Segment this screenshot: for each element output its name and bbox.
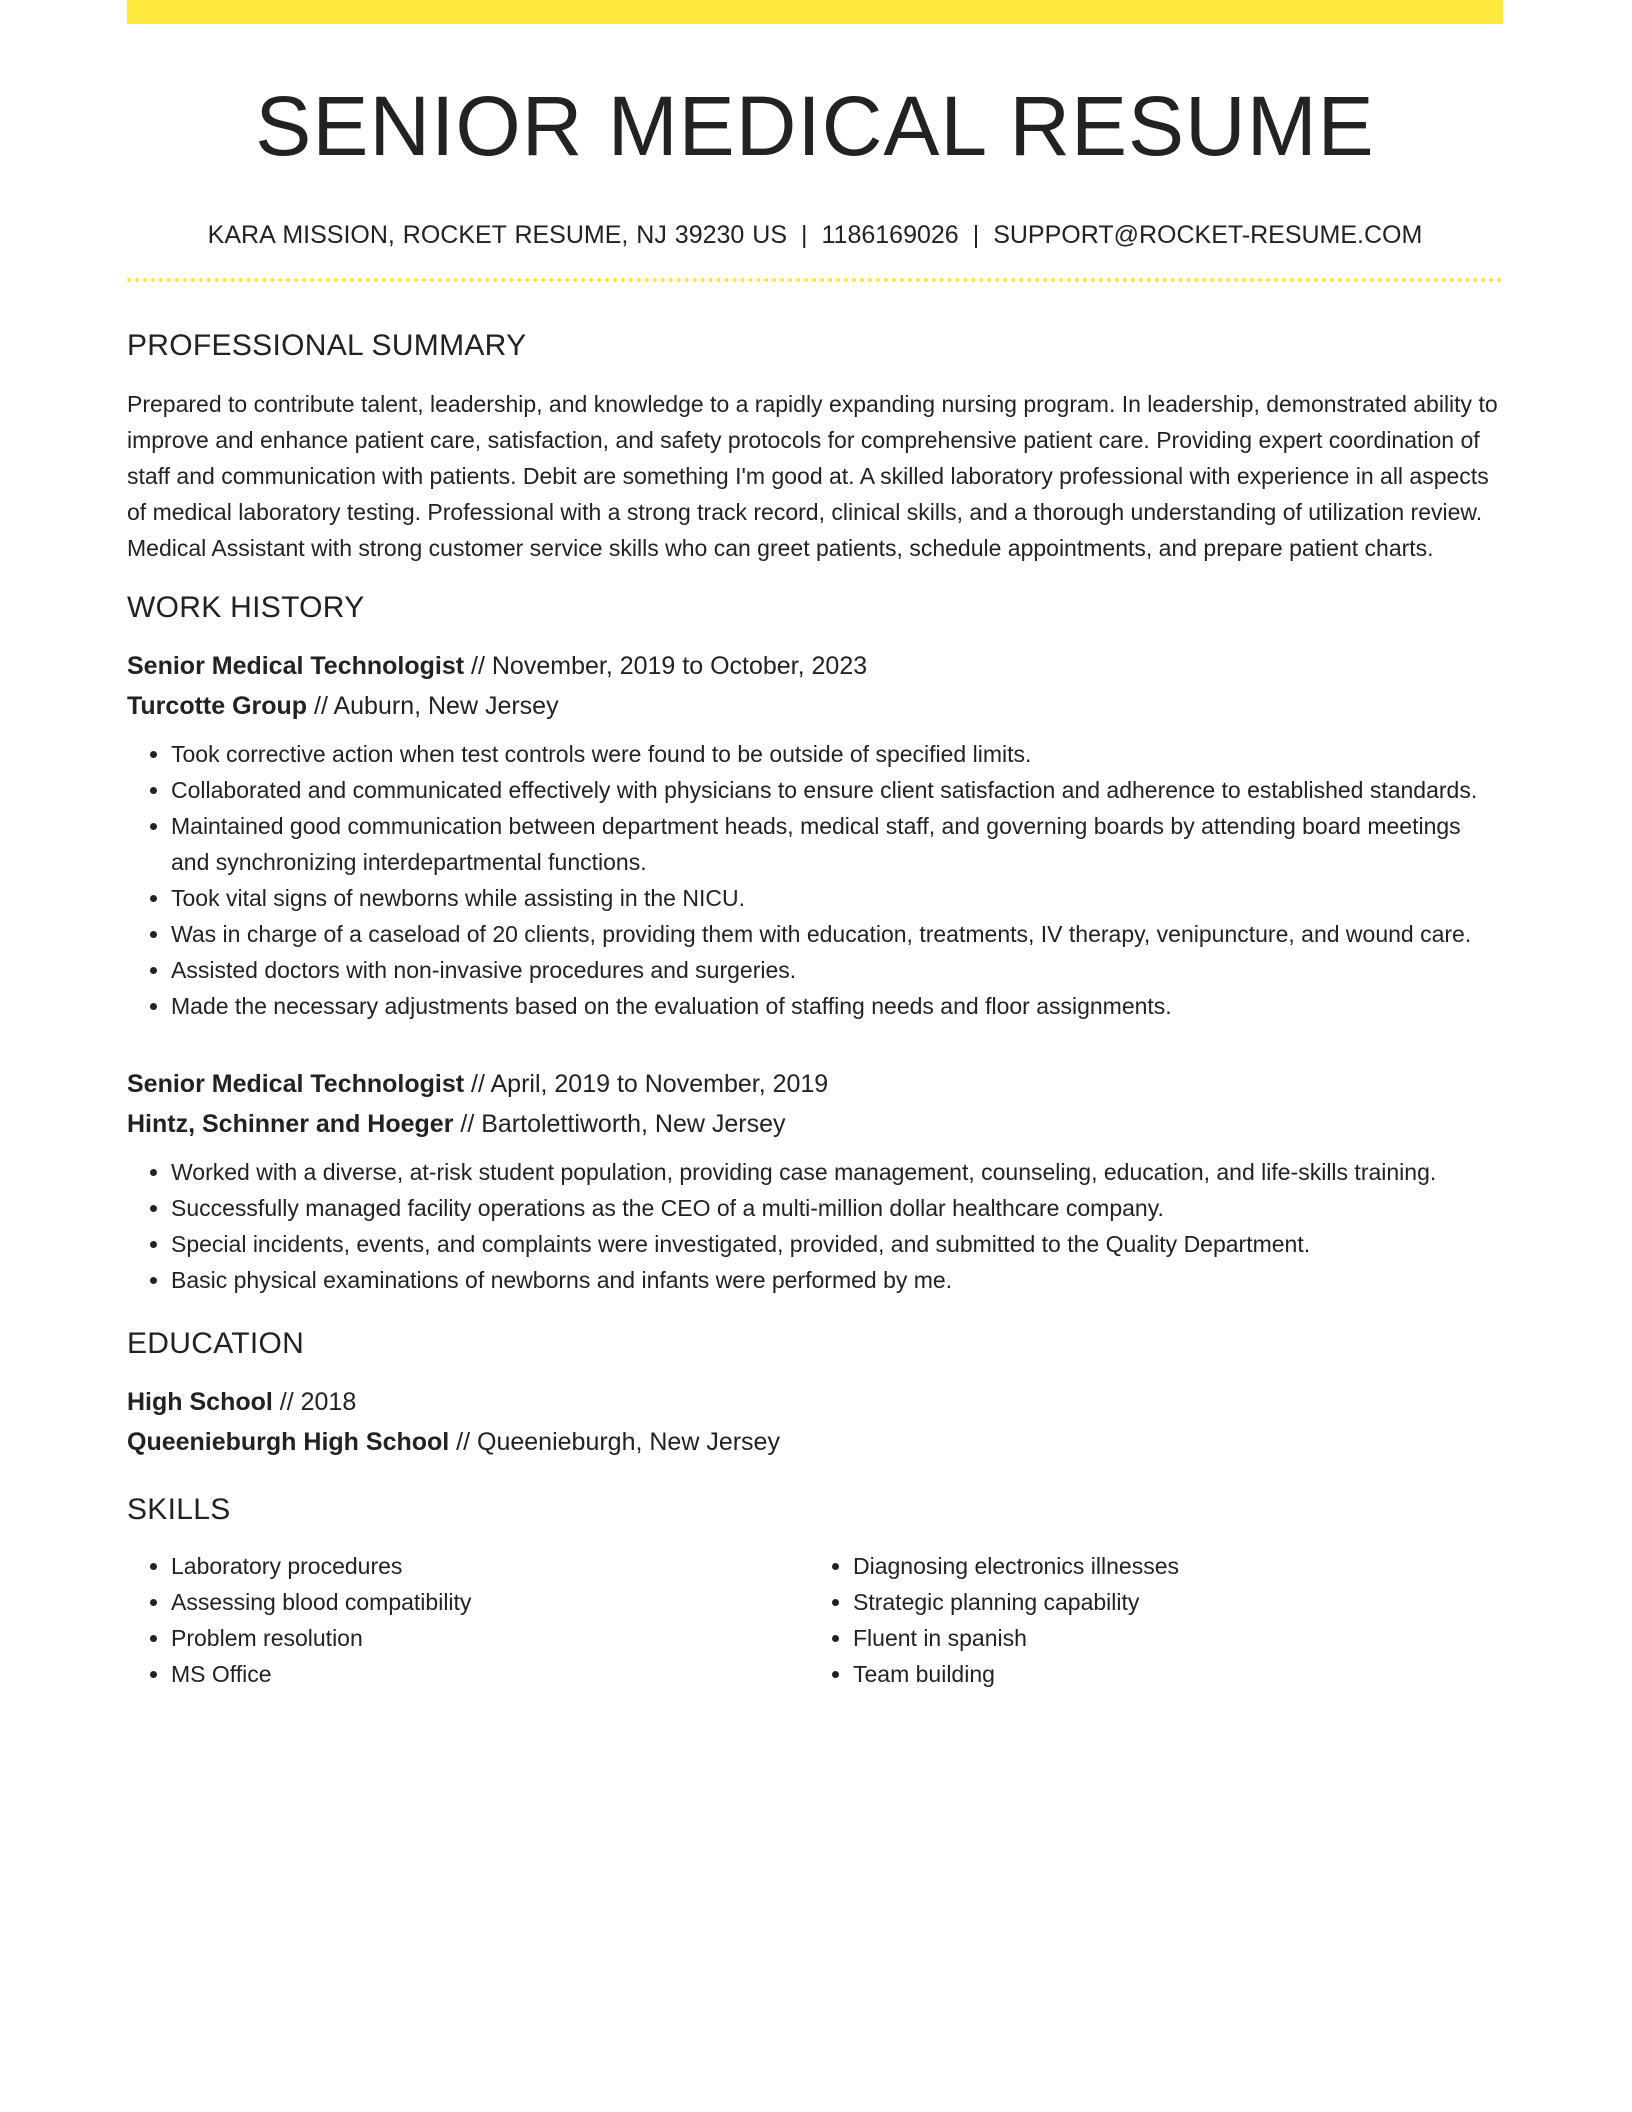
skill-item: • Problem resolution [171,1620,805,1656]
job-dates: // November, 2019 to October, 2023 [464,652,868,680]
job-bullet: • Made the necessary adjustments based on the evaluation of staffing needs and floor assignments. [171,988,1503,1024]
job-company-line [127,686,1503,726]
job-dates: // April, 2019 to November, 2019 [464,1070,829,1098]
skill-item: • Fluent in spanish [853,1620,1487,1656]
job-bullet: • Special incidents, events, and complaints were investigated, provided, and submitted to the Quality Department. [171,1226,1503,1262]
skill-item: • Laboratory procedures [171,1548,805,1584]
education-degree: High School [127,1388,273,1416]
contact-phone: 1186169026 [821,221,959,249]
education-degree-line [127,1382,1503,1422]
job-bullet: • Maintained good communication between department heads, medical staff, and governing boards by attending board meetings and synchronizing interdepartmental functions. [171,808,1503,880]
job-bullet: • Collaborated and communicated effectively with physicians to ensure client satisfaction and adherence to established standards. [171,772,1503,808]
job-entry [127,1064,1503,1298]
education-school-line [127,1422,1503,1462]
skill-item: • MS Office [171,1656,805,1692]
job-bullet: • Assisted doctors with non-invasive procedures and surgeries. [171,952,1503,988]
job-bullet: • Was in charge of a caseload of 20 clients, providing them with education, treatments, IV therapy, venipuncture, and wound care. [171,916,1503,952]
skill-item: • Team building [853,1656,1487,1692]
contact-separator: | [801,221,808,249]
contact-email: SUPPORT@ROCKET-RESUME.COM [993,221,1423,249]
job-location: // Auburn, New Jersey [307,692,559,720]
job-company-line [127,1104,1503,1144]
job-bullets [127,736,1503,1024]
education-school: Queenieburgh High School [127,1428,450,1456]
job-company: Hintz, Schinner and Hoeger [127,1110,454,1138]
job-bullet: • Took corrective action when test controls were found to be outside of specified limits. [171,736,1503,772]
education-year: // 2018 [272,1388,357,1416]
resume-title: SENIOR MEDICAL RESUME [255,79,1375,173]
skills-heading: SKILLS [127,1493,231,1526]
skill-item: • Assessing blood compatibility [171,1584,805,1620]
contact-address: KARA MISSION, ROCKET RESUME, NJ 39230 US [207,221,787,249]
skills-column-left [127,1548,805,1692]
job-bullet: • Took vital signs of newborns while assisting in the NICU. [171,880,1503,916]
job-bullet: • Worked with a diverse, at-risk student population, providing case management, counseling, education, and life-skills training. [171,1154,1503,1190]
job-bullet: • Successfully managed facility operations as the CEO of a multi-million dollar healthcare company. [171,1190,1503,1226]
summary-text: Prepared to contribute talent, leadership, and knowledge to a rapidly expanding nursing program. In leadership, demonstrated ability to improve and enhance patient care, satisfaction, and safety protocols for comprehensive patient care. Providing expert coordination of staff and communication with patients. Debit are something I'm good at. A skilled laboratory professional with experience in all aspects of medical laboratory testing. Professional with a strong track record, clinical skills, and a thorough understanding of utilization review. Medical Assistant with strong customer service skills who can greet patients, schedule appointments, and prepare patient charts. [127,391,1498,561]
dotted-divider [127,278,1503,282]
skill-item: • Strategic planning capability [853,1584,1487,1620]
job-title-line [127,1064,1503,1104]
job-title-line [127,646,1503,686]
job-location: // Bartolettiworth, New Jersey [453,1110,786,1138]
resume-page [127,0,1503,1692]
job-title: Senior Medical Technologist [127,652,465,680]
education-location: // Queenieburgh, New Jersey [449,1428,780,1456]
contact-line [127,220,1503,250]
accent-top-bar [127,0,1503,24]
skills-list [127,1548,1503,1692]
education-entry [127,1382,1503,1462]
skill-item: • Diagnosing electronics illnesses [853,1548,1487,1584]
work-history-heading: WORK HISTORY [127,591,365,624]
job-entry [127,646,1503,1024]
contact-separator: | [972,221,980,249]
summary-heading: PROFESSIONAL SUMMARY [127,329,527,362]
skills-column-right [805,1548,1487,1692]
job-company: Turcotte Group [127,692,308,720]
education-heading: EDUCATION [127,1327,305,1360]
job-title: Senior Medical Technologist [127,1070,465,1098]
job-bullet: • Basic physical examinations of newborns and infants were performed by me. [171,1262,1503,1298]
job-bullets [127,1154,1503,1298]
